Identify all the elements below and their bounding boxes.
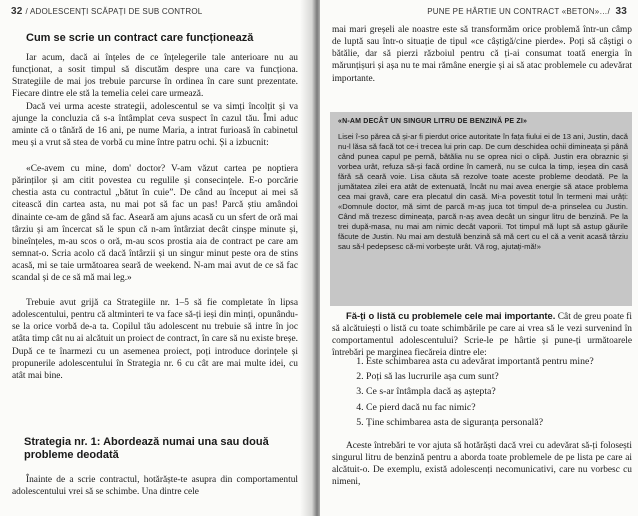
list-item: 1. Este schimbarea asta cu adevărat importantă pentru mine?: [366, 354, 594, 369]
running-header-right: PUNE PE HÂRTIE UN CONTRACT «BETON»…/ 33: [427, 6, 627, 17]
header-title: ADOLESCENȚI SCĂPAȚI DE SUB CONTROL: [29, 7, 203, 16]
header-title: PUNE PE HÂRTIE UN CONTRACT «BETON»…: [427, 7, 608, 16]
list-item: 5. Ține schimbarea asta de siguranța personală?: [366, 415, 594, 430]
paragraph: Înainte de a scrie contractul, hotărăște-te asupra din comportamentul adolescentului vrei să se schimbe. Una dintre cele: [12, 475, 298, 498]
list-item: 2. Poți să las lucrurile așa cum sunt?: [366, 369, 594, 384]
running-header-left: 32 / ADOLESCENȚI SCĂPAȚI DE SUB CONTROL: [11, 6, 203, 17]
exercise-lead: Fă-ți o listă cu problemele cele mai importante.: [346, 310, 556, 321]
list-item: 4. Ce pierd dacă nu fac nimic?: [366, 400, 594, 415]
quote-paragraph: «Ce-avem cu mine, dom' doctor? V-am văzut cartea pe noptiera părinților și am citit povestea cu regulile și consecințele. E-o porcărie chestia asta cu contractul „bătut în cuie”. De când au început ai mei să citească din cartea asta, nu mai pot să fac un pas! Parcă știu amândoi dinainte ce-am de gând să fac. Aseară am ajuns acasă cu un sfert de oră mai târziu și am încercat să le spun că n-am întârziat decât cinșpe minute și, bineînțeles, m-au scos o oră, m-au scos prostia aia de contract pe care am semnat-o. Scria acolo că dacă întârzii și un singur minut peste ora de stins acasă, mi se taie următoarea seară de weekend. N-am mai avut de ce să fac scandal și de ce să mă mai leg.»: [12, 164, 298, 284]
case-study-box: [330, 112, 632, 306]
box-text: Lisei î-so părea că și-ar fi pierdut orice autoritate în fața fiului ei de 13 ani, Justin, dacă nu-l lăsa să facă tot ce-i trecea lui prin cap. De cum deschidea ochii dimineața și până când punea capul pe pernă, bătălia nu se oprea nici o clipă. Justin era obraznic și vorbea urât, refuza să-și facă ordine în cameră, nu se culca la timp, ieșea din casă fără să ceară voie. Lisa căuta să rezolve toate aceste probleme deodată. Pe la jumătatea zilei era atât de extenuată, încât nu mai avea energie să atace problema cea mai gravă, care era plecatul din casă. Mi-a povestit totul în termeni mai urâți: «Domnule doctor, mă simt de parcă m-aș juca tot timpul de-a prinselea cu Justin. Când mă trezesc dimineața, parcă n-aș avea decât un singur litru de benzină. Pe la trei după-masa, nu mai am nimic decât vaporii. Tot timpul mă lupt să astup găurile făcute de Justin. Nu mai am destulă benzină să mă cert cu el că a venit acasă târziu sau să-l pedepsesc că-mi vorbește urât. Vă rog, ajutați-mă!»: [338, 132, 628, 251]
question-list: [342, 354, 594, 430]
box-title: «N-AM DECÂT UN SINGUR LITRU DE BENZINĂ PE ZI»: [338, 118, 528, 125]
right-page: [320, 0, 638, 516]
page-number: 32: [11, 6, 23, 17]
page-number: 33: [615, 6, 627, 17]
paragraph: Trebuie avut grijă ca Strategiile nr. 1–5 să fie completate în lipsa adolescentului, pentru că altminteri te va face să-ți ieși din minți, opunându-se la orice vorbă de-a ta. Copilul tău adolescent nu trebuie să intre în joc atâta timp cât nu ai alcătuit un proiect de contract, în care să nu existe breșe. După ce te înarmezi cu un asemenea proiect, poți introduce dorințele și propunerile adolescentului în Strategia nr. 6 cu cât are mai multe idei, cu atât mai bine.: [12, 298, 298, 381]
paragraph: Dacă vei urma aceste strategii, adolescentul se va simți încolțit și va ajunge la concluzia că s-a întâmplat ceva suspect în cazul tău. Îmi aduc aminte că o tânără de 16 ani, pe nume Maria, a intrat furioasă în cabinetul meu și a vrut să stea de vorbă cu mine între patru ochi. Și a izbucnit:: [12, 102, 298, 149]
left-page: [0, 0, 314, 516]
exercise-text: Cât de greu poate fi să alcătuiești o listă cu toate schimbările pe care ai vrea să le vezi survenind în comportamentul adolescentului? Scrie-le pe hârtie și pune-ți următoarele întrebări pe marginea fiecăreia dintre ele:: [332, 312, 632, 359]
list-item: 3. Ce s-ar întâmpla dacă aș aștepta?: [366, 384, 594, 399]
paragraph: mai mari greșeli ale noastre este să transformăm orice problemă într-un câmp de luptă sau într-o situație de tipul «ce câștigă/cine pierde». Poți să câștigi o bătălie, dar să pierzi războiul pentru că ți-ai consumat toată energia în mărunțișuri și așa nu te mai rămâne energie și ai să atac problemele cu adevărat importante.: [332, 25, 632, 84]
paragraph: Iar acum, dacă ai înțeles de ce înțelegerile tale anterioare nu au funcționat, a sosit timpul să discutăm despre una care va funcționa. Strategiile de mai jos trebuie parcurse în ordinea în care sunt prezentate. Fiecare dintre ele stă la temelia celei care urmează.: [12, 53, 298, 100]
exercise-paragraph: [332, 310, 632, 360]
paragraph: Aceste întrebări te vor ajuta să hotărăști dacă vrei cu adevărat să-ți folosești singurul litru de benzină pentru a aborda toate problemele de pe lista pe care ai alcătuit-o. De exemplu, există adolescenți necomunicativi, care nu vorbesc cu nimeni,: [332, 441, 632, 488]
section-heading: Cum se scrie un contract care funcționează: [26, 32, 254, 44]
strategy-heading: Strategia nr. 1: Abordează numai una sau două probleme deodată: [24, 436, 269, 461]
